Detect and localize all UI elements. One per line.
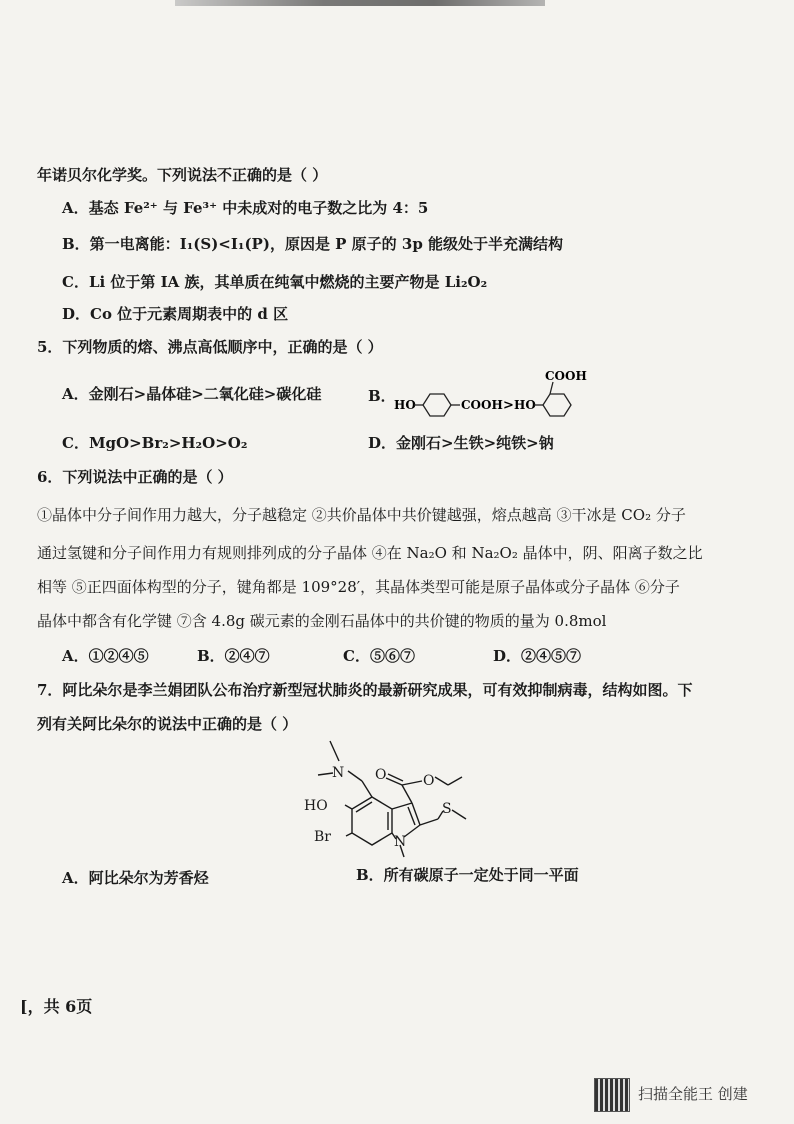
bond	[420, 819, 438, 825]
q4-option-b-suffix: ，原因是 P 原子的 3p 能级处于半充满结构	[269, 235, 564, 253]
bond	[346, 833, 352, 836]
q5-option-a: A．金刚石>晶体硅>二氧化硅>碳化硅	[62, 385, 322, 403]
q4-option-b	[62, 234, 563, 254]
q7-text-line-1: 7．阿比朵尔是李兰娟团队公布治疗新型冠状肺炎的最新研究成果，可有效抑制病毒，结构如图。下	[37, 681, 693, 699]
carbonyl-o-label: O	[375, 767, 387, 783]
scan-edge	[175, 0, 545, 6]
bond	[452, 810, 466, 819]
page-footer: [，共 6页	[20, 997, 93, 1016]
q6-option-b: B．②④⑦	[197, 647, 270, 665]
q6-text-line-2: 通过氢键和分子间作用力有规则排列成的分子晶体 ④在 Na₂O 和 Na₂O₂ 晶体中，阴、阳离子数之比	[37, 544, 703, 562]
br-label: Br	[314, 829, 331, 845]
arbidol-structure	[300, 733, 480, 863]
bond	[550, 382, 553, 394]
bond	[348, 771, 362, 781]
bond	[435, 777, 448, 785]
bond	[402, 781, 422, 785]
bond	[330, 741, 339, 761]
q6-option-d: D．②④⑤⑦	[493, 647, 582, 665]
benzene-ring-right	[543, 394, 571, 416]
bond	[402, 785, 412, 803]
scanner-watermark	[594, 1076, 774, 1112]
q7-option-b: B．所有碳原子一定处于同一平面	[356, 866, 579, 884]
q5-option-b-structures	[390, 368, 590, 424]
q6-option-a: A．①②④⑤	[62, 647, 149, 665]
q4-option-b-formula: I₁(S)<I₁(P)	[179, 235, 270, 253]
q6-text-line-3: 相等 ⑤正四面体构型的分子，键角都是 109°28′，其晶体类型可能是原子晶体或分子晶体 ⑥分子	[37, 578, 680, 596]
bond	[362, 781, 372, 797]
benzene-ring-left	[423, 394, 451, 416]
q5-b-gt: >	[503, 398, 514, 413]
q5-b-right-ho: HO	[514, 398, 536, 412]
qr-code-icon	[594, 1078, 630, 1112]
bond	[448, 777, 462, 785]
q6-text-line-1: ①晶体中分子间作用力越大，分子越稳定 ②共价晶体中共价键越强，熔点越高 ③干冰是 CO₂ 分子	[37, 506, 686, 524]
benzene-ring	[352, 797, 392, 845]
q6-option-c: C．⑤⑥⑦	[343, 647, 415, 665]
q5-option-b-label: B．	[368, 387, 396, 405]
bond	[345, 805, 352, 809]
bond	[318, 773, 333, 775]
q5-option-c: C．MgO>Br₂>H₂O>O₂	[62, 434, 248, 452]
sulfur-label: S	[442, 801, 452, 817]
q5-b-left-ho: HO	[394, 398, 416, 412]
q5-b-left-cooh: COOH	[461, 398, 503, 412]
q7-text-line-2: 列有关阿比朵尔的说法中正确的是（ ）	[37, 715, 298, 733]
q5-option-d: D．金刚石>生铁>纯铁>钠	[368, 434, 554, 452]
q6-text-line-4: 晶体中都含有化学键 ⑦含 4.8g 碳元素的金刚石晶体中的共价键的物质的量为 0.8mol	[37, 612, 607, 630]
ho-label: HO	[304, 798, 328, 814]
q6-stem: 6．下列说法中正确的是（ ）	[37, 468, 233, 486]
q4-option-d: D．Co 位于元素周期表中的 d 区	[62, 305, 289, 323]
q4-option-a: A．基态 Fe²⁺ 与 Fe³⁺ 中未成对的电子数之比为 4：5	[62, 199, 429, 217]
q4-stem: 年诺贝尔化学奖。下列说法不正确的是（ ）	[37, 166, 328, 184]
q4-option-b-prefix: B．第一电离能：	[62, 235, 180, 253]
amine-n-label: N	[332, 765, 345, 781]
q5-stem: 5．下列物质的熔、沸点高低顺序中，正确的是（ ）	[37, 338, 383, 356]
ring-n-label: N	[394, 834, 407, 850]
ester-o-label: O	[423, 773, 435, 789]
q7-option-a: A．阿比朵尔为芳香烃	[62, 869, 209, 887]
bond	[404, 825, 420, 837]
double-bond	[356, 802, 372, 812]
q4-option-c: C．Li 位于第 IA 族，其单质在纯氧中燃烧的主要产物是 Li₂O₂	[62, 273, 488, 291]
q5-b-right-cooh: COOH	[545, 369, 587, 383]
watermark-text: 扫描全能王 创建	[638, 1085, 748, 1103]
